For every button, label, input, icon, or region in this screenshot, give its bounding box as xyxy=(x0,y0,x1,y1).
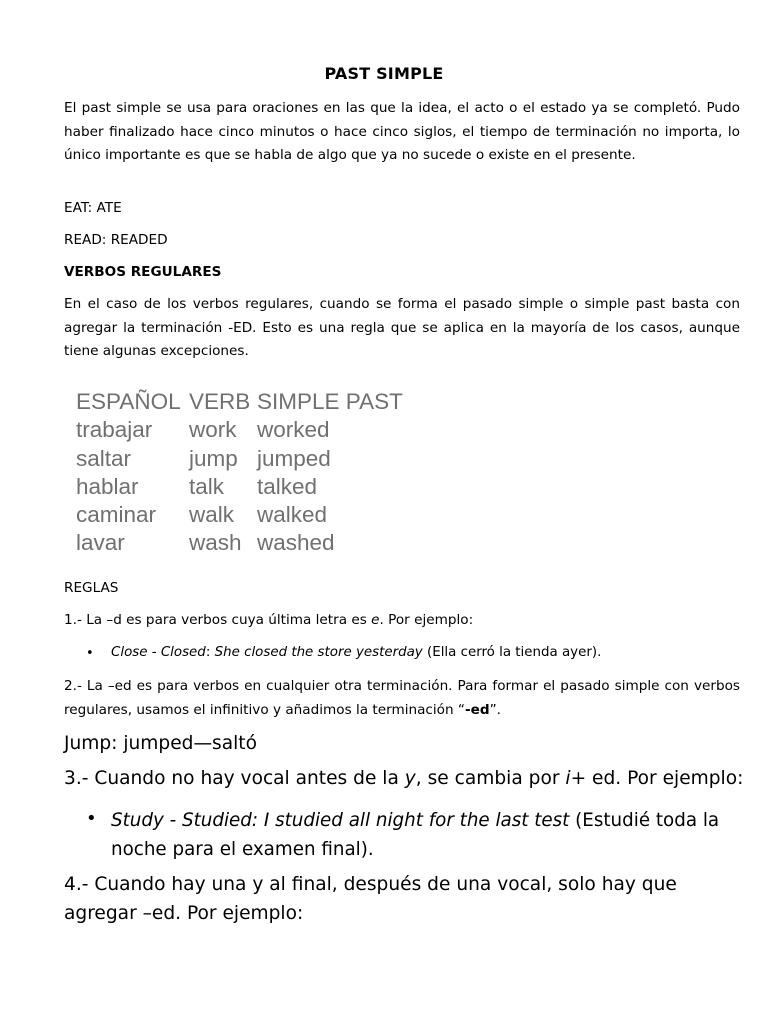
rule-3-prefix: 3.- Cuando no hay vocal antes de la xyxy=(64,768,405,789)
rule-4-line-2: agregar –ed. Por ejemplo: xyxy=(64,903,304,924)
rule-2 xyxy=(64,675,740,722)
cell-espanol: saltar xyxy=(76,445,132,471)
cell-verb: walk xyxy=(189,502,235,528)
cell-espanol: caminar xyxy=(76,502,157,528)
rule-1-example xyxy=(111,645,601,660)
rule-3-example-sentence: Study - Studied: I studied all night for the last test xyxy=(111,810,570,831)
jump-example: Jump: jumped—saltó xyxy=(64,733,257,754)
rule-1-example-sep: : xyxy=(205,645,215,660)
rule-1-prefix: 1.- La –d es para verbos cuya última letra es xyxy=(64,612,372,628)
bullet-icon: • xyxy=(86,646,94,661)
rule-1-letter: e xyxy=(371,612,380,628)
intro-paragraph: El past simple se usa para oraciones en las que la idea, el acto o el estado ya se completó. Pudo haber finalizado hace cinco minutos o hace cinco siglos, el tiempo de terminación no importa, lo único importante es que se habla de algo que ya no sucede o existe en el presente. xyxy=(64,100,740,163)
rule-1 xyxy=(64,612,473,628)
page-title: PAST SIMPLE xyxy=(324,64,444,83)
rule-3-example xyxy=(111,806,741,864)
cell-simple-past: washed xyxy=(257,530,335,556)
regular-verbs-paragraph: En el caso de los verbos regulares, cuando se forma el pasado simple o simple past basta con agregar la terminación -ED. Esto es una regla que se aplica en la mayoría de los casos, aunque tiene algunas excepciones. xyxy=(64,296,740,359)
cell-verb: talk xyxy=(189,473,225,499)
header-verb: VERB xyxy=(189,389,251,414)
rule-1-suffix: . Por ejemplo: xyxy=(379,612,474,628)
cell-simple-past: jumped xyxy=(257,445,331,471)
cell-espanol: lavar xyxy=(76,530,125,556)
example-eat: EAT: ATE xyxy=(64,200,122,216)
rule-3-example-translation: (Estudié toda la noche para el examen final). xyxy=(111,810,720,860)
rules-heading: REGLAS xyxy=(64,580,119,596)
cell-verb: jump xyxy=(189,445,238,471)
regular-verbs-heading: VERBOS REGULARES xyxy=(64,264,222,280)
rule-1-example-translation: (Ella cerró la tienda ayer). xyxy=(422,645,602,660)
example-read: READ: READED xyxy=(64,232,168,248)
cell-verb: work xyxy=(189,417,237,443)
cell-simple-past: walked xyxy=(257,502,328,528)
rule-1-example-verb: Close - Closed xyxy=(111,645,206,660)
header-simple-past: SIMPLE PAST xyxy=(257,389,403,414)
rule-2-close: ”. xyxy=(489,701,501,718)
rule-4-line-1: 4.- Cuando hay una y al final, después de una vocal, solo hay que xyxy=(64,874,677,895)
rule-3-letter-i: i xyxy=(565,768,571,789)
bullet-icon: • xyxy=(86,808,97,829)
rule-3-middle: , se cambia por xyxy=(415,768,566,789)
cell-verb: wash xyxy=(189,530,242,556)
rule-2-ending: -ed xyxy=(464,701,490,718)
rule-2-text: 2.- La –ed es para verbos en cualquier otra terminación. Para formar el pasado simple con verbos regulares, usamos el infinitivo y añadimos la terminación “ xyxy=(64,678,740,718)
rule-3 xyxy=(64,768,743,789)
header-espanol: ESPAÑOL xyxy=(76,389,181,414)
cell-simple-past: talked xyxy=(257,473,318,499)
rule-1-example-sentence: She closed the store yesterday xyxy=(214,645,423,660)
cell-espanol: hablar xyxy=(76,473,139,499)
rule-3-suffix: + ed. Por ejemplo: xyxy=(570,768,744,789)
cell-espanol: trabajar xyxy=(76,417,153,443)
cell-simple-past: worked xyxy=(257,417,330,443)
rule-3-letter-y: y xyxy=(404,768,416,789)
